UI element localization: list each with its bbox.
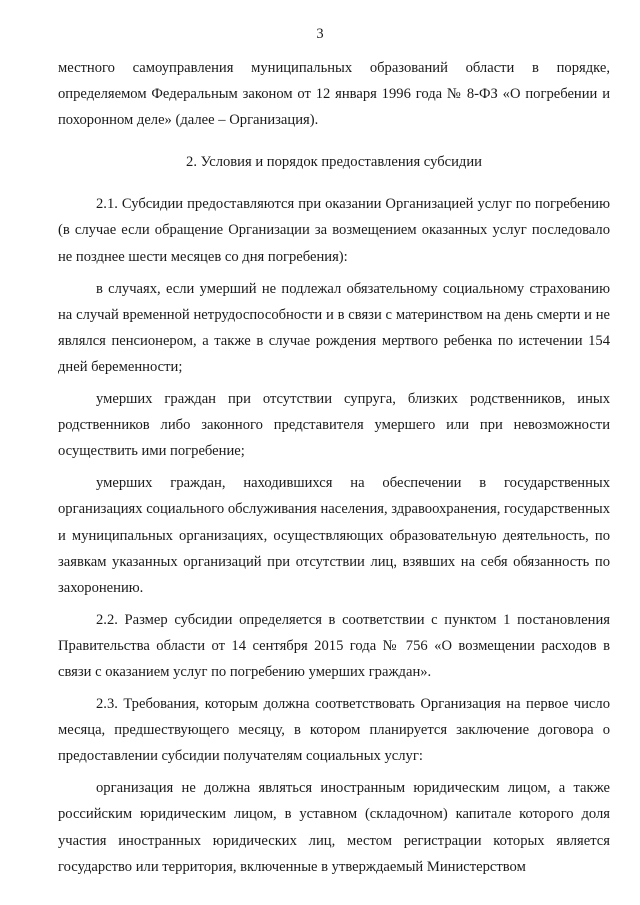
paragraph-2-1: 2.1. Субсидии предоставляются при оказании Организацией услуг по погребению (в случае если обращение Организации за возмещением оказанных услуг последовало не позднее шести месяцев со дня погребения): — [58, 196, 610, 265]
paragraph-2-2: 2.2. Размер субсидии определяется в соответствии с пунктом 1 постановления Правительства области от 14 сентября 2015 года № 756 «О возмещении расходов в связи с оказанием услуг по погребению умерших граждан». — [58, 611, 610, 680]
page-number: 3 — [316, 26, 324, 42]
paragraph-2-1-case-3: умерших граждан, находившихся на обеспечении в государственных организациях социального обслуживания населения, здравоохранения, государственных и муниципальных организациях, осуществляющих образовательную деятельность, по заявкам указанных организаций при отсутствии лиц, взявших на себя обязанность по захоронению. — [58, 475, 610, 596]
document-body — [58, 55, 610, 880]
paragraph-2-3-requirement-1: организация не должна являться иностранным юридическим лицом, а также российским юридическим лицом, в уставном (складочном) капитале которого доля участия иностранных юридических лиц, местом регистрации которых является государство или территория, включенные в утверждаемый Министерством — [58, 780, 610, 875]
paragraph-2-1-case-2: умерших граждан при отсутствии супруга, близких родственников, иных родственников либо законного представителя умершего или при невозможности осуществить ими погребение; — [58, 391, 610, 460]
paragraph-2-3: 2.3. Требования, которым должна соответствовать Организация на первое число месяца, предшествующего месяцу, в котором планируется заключение договора о предоставлении субсидии получателям социальных услуг: — [58, 696, 610, 765]
paragraph-2-1-case-1: в случаях, если умерший не подлежал обязательному социальному страхованию на случай временной нетрудоспособности и в связи с материнством на день смерти и не являлся пенсионером, а также в случае рождения мертвого ребенка по истечении 154 дней беременности; — [58, 280, 610, 375]
section-heading: 2. Условия и порядок предоставления субсидии — [186, 154, 482, 171]
paragraph-intro-continuation: местного самоуправления муниципальных образований области в порядке, определяемом Федеральным законом от 12 января 1996 года № 8-ФЗ «О погребении и похоронном деле» (далее – Организация). — [58, 60, 610, 129]
